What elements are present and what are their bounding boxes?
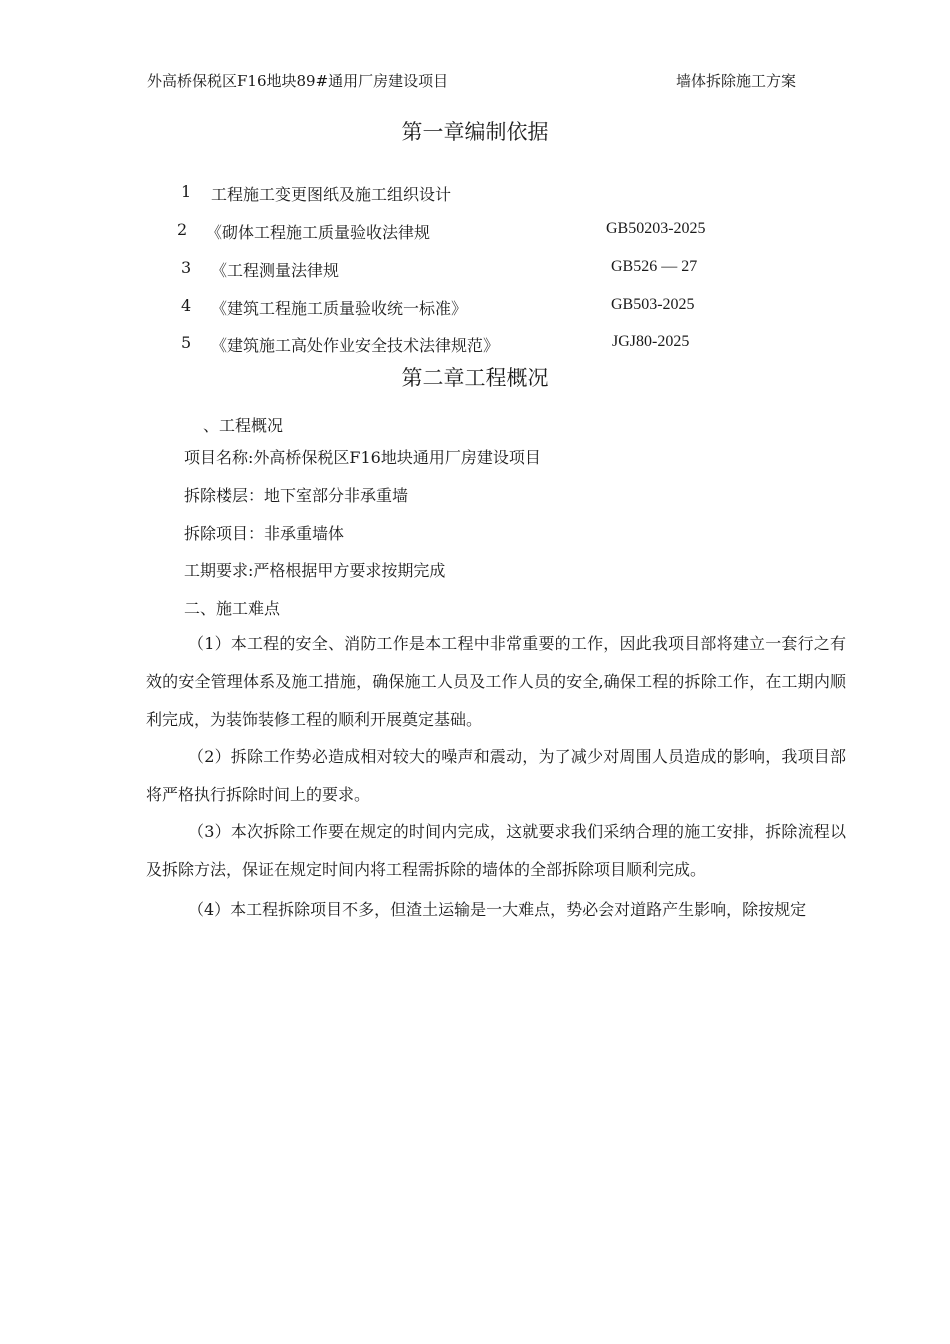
- demolition-floor-line: 拆除楼层：地下室部分非承重墙: [184, 486, 409, 505]
- schedule-line: 工期要求:严格根据甲方要求按期完成: [184, 561, 446, 580]
- paragraph-2: （2）拆除工作势必造成相对较大的噪声和震动，为了减少对周围人员造成的影响，我项目部将严格执行拆除时间上的要求。: [146, 747, 846, 804]
- reference-number: 3: [181, 258, 192, 277]
- paragraph-4: （4）本工程拆除项目不多，但渣土运输是一大难点，势必会对道路产生影响，除按规定: [188, 900, 807, 919]
- section-heading-difficulties: 二、施工难点: [184, 599, 281, 618]
- reference-title: 《建筑工程施工质量验收统一标准》: [211, 299, 468, 318]
- chapter-2-title: 第二章工程概况: [401, 366, 549, 390]
- reference-item-3: [0, 258, 950, 282]
- reference-title: 《建筑施工高处作业安全技术法律规范》: [211, 336, 500, 355]
- reference-number: 5: [181, 333, 192, 352]
- reference-code: GB526 — 27: [611, 258, 698, 275]
- reference-item-4: [0, 296, 950, 320]
- reference-title: 《工程测量法律规: [211, 261, 340, 280]
- reference-code: GB50203-2025: [606, 220, 706, 237]
- header-document-title: 墙体拆除施工方案: [676, 72, 797, 90]
- section-heading-overview: 、工程概况: [203, 416, 284, 435]
- paragraph-1: （1）本工程的安全、消防工作是本工程中非常重要的工作，因此我项目部将建立一套行之有效的安全管理体系及施工措施，确保施工人员及工作人员的安全,确保工程的拆除工作，在工期内顺利完成，为装饰装修工程的顺利开展奠定基础。: [146, 634, 846, 729]
- reference-item-2: [0, 220, 950, 244]
- reference-code: JGJ80-2025: [612, 333, 690, 350]
- reference-code: GB503-2025: [611, 296, 695, 313]
- reference-number: 1: [181, 182, 192, 201]
- reference-number: 4: [181, 296, 192, 315]
- reference-number: 2: [177, 220, 188, 239]
- reference-item-1: [0, 182, 950, 206]
- chapter-1-title: 第一章编制依据: [401, 120, 549, 144]
- reference-title: 工程施工变更图纸及施工组织设计: [211, 185, 452, 204]
- project-name-line: 项目名称:外高桥保税区F16地块通用厂房建设项目: [184, 448, 541, 467]
- paragraph-3: （3）本次拆除工作要在规定的时间内完成，这就要求我们采纳合理的施工安排，拆除流程以及拆除方法，保证在规定时间内将工程需拆除的墙体的全部拆除项目顺利完成。: [146, 822, 846, 879]
- reference-title: 《砌体工程施工质量验收法律规: [206, 223, 431, 242]
- header-project-title: 外高桥保税区F16地块89#通用厂房建设项目: [147, 72, 449, 90]
- reference-item-5: [0, 333, 950, 357]
- demolition-item-line: 拆除项目：非承重墙体: [184, 524, 345, 543]
